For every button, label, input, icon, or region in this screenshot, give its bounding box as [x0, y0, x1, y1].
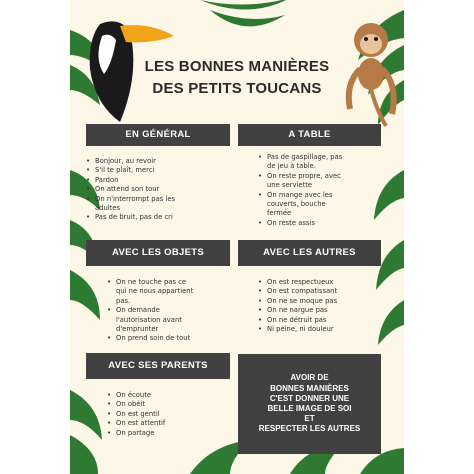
list-item: • Pas de bruit, pas de cri: [86, 213, 226, 222]
page-title: [70, 58, 404, 97]
list-item-continued: de jeu à table.: [267, 162, 316, 171]
section-header-label: A TABLE: [288, 129, 331, 140]
section-header-objects: [86, 240, 230, 266]
quote-line: AVOIR DE: [290, 373, 329, 383]
list-item: • On demande: [107, 306, 227, 315]
list-item: • On écoute: [107, 391, 227, 400]
title-line-2: DES PETITS TOUCANS: [152, 80, 322, 97]
list-item: • On ne se moque pas: [258, 297, 373, 306]
list-item-continued: adultes: [95, 204, 121, 213]
list-item: • On partage: [107, 429, 227, 438]
list-item: • On est gentil: [107, 410, 227, 419]
list-item: • On est attentif: [107, 419, 227, 428]
list-item: • On est respectueux: [258, 278, 373, 287]
list-item: • On reste propre, avec: [258, 172, 368, 181]
quote-line: BONNES MANIÈRES: [270, 383, 349, 393]
list-item: • Bonjour, au revoir: [86, 157, 226, 166]
list-item: • On reste assis: [258, 219, 368, 228]
section-list-others: [258, 278, 373, 334]
title-line-1: LES BONNES MANIÈRES: [144, 58, 330, 75]
poster: [70, 0, 404, 474]
list-item: • Ni peine, ni douleur: [258, 325, 373, 334]
quote-line: ET: [304, 414, 315, 424]
list-item: • On n'interrompt pas les: [86, 195, 226, 204]
list-item-continued: une serviette: [267, 181, 313, 190]
section-list-parents: [107, 391, 227, 438]
list-item-continued: pas.: [116, 296, 131, 305]
list-item: • On ne nargue pas: [258, 306, 373, 315]
palm-leaf-bottom-left-icon: [70, 380, 110, 474]
list-item-continued: l'autorisation avant: [116, 315, 182, 324]
list-item: • On mange avec les: [258, 191, 368, 200]
list-item: • On est compatissant: [258, 287, 373, 296]
list-item: • On ne détruit pas: [258, 316, 373, 325]
palm-leaf-top-icon: [190, 0, 300, 50]
list-item-continued: couverts, bouche: [267, 200, 326, 209]
section-list-objects: [107, 278, 227, 344]
section-list-table: [258, 153, 368, 228]
list-item-continued: d'emprunter: [116, 325, 159, 334]
list-item-continued: qui ne nous appartient: [116, 287, 194, 296]
quote-box: [238, 354, 381, 454]
section-header-others: [238, 240, 381, 266]
section-header-label: AVEC SES PARENTS: [108, 360, 208, 371]
quote-line: BELLE IMAGE DE SOI: [267, 404, 352, 413]
list-item: • Pas de gaspillage, pas: [258, 153, 368, 162]
list-item: • On attend son tour: [86, 185, 226, 194]
list-item: • On ne touche pas ce: [107, 278, 227, 287]
list-item: • On prend soin de tout: [107, 334, 227, 343]
section-header-label: AVEC LES AUTRES: [263, 247, 356, 258]
section-header-general: [86, 124, 230, 146]
section-header-label: AVEC LES OBJETS: [112, 247, 204, 258]
list-item-continued: fermée: [267, 209, 292, 218]
section-list-general: [86, 157, 226, 223]
section-header-label: EN GÉNÉRAL: [125, 129, 191, 140]
list-item: • Pardon: [86, 176, 226, 185]
quote-line: RESPECTER LES AUTRES: [258, 424, 361, 434]
section-header-parents: [86, 353, 230, 379]
list-item: • On obéit: [107, 400, 227, 409]
section-header-table: [238, 124, 381, 146]
list-item: • S'il te plaît, merci: [86, 166, 226, 175]
quote-line: C'EST DONNER UNE: [269, 393, 350, 403]
